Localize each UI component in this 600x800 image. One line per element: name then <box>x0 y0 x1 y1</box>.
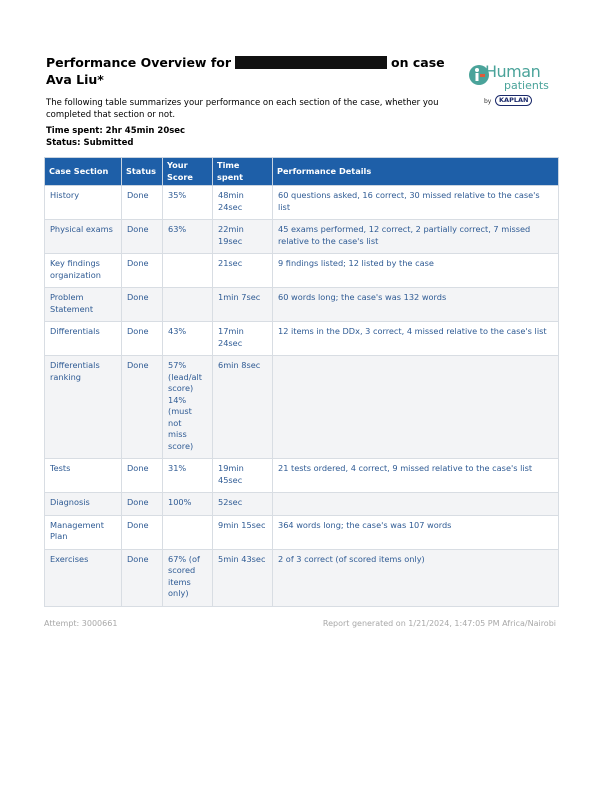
cell-section: Key findings organization <box>45 254 122 288</box>
attempt-id: Attempt: 3000661 <box>44 619 118 628</box>
table-row <box>45 459 559 493</box>
cell-section: Problem Statement <box>45 288 122 322</box>
cell-score: 31% <box>163 459 213 493</box>
cell-score <box>163 288 213 322</box>
cell-time: 52sec <box>213 493 273 516</box>
cell-status: Done <box>122 254 163 288</box>
cell-details: 364 words long; the case's was 107 words <box>273 515 559 549</box>
cell-status: Done <box>122 493 163 516</box>
table-row <box>45 186 559 220</box>
logo-brand-word: Human <box>485 62 541 81</box>
cell-score: 57% (lead/alt score) 14% (must not miss score) <box>163 356 213 459</box>
column-header: Status <box>122 158 163 186</box>
cell-score <box>163 515 213 549</box>
cell-details <box>273 493 559 516</box>
cell-time: 22min 19sec <box>213 220 273 254</box>
cell-details: 9 findings listed; 12 listed by the case <box>273 254 559 288</box>
cell-time: 17min 24sec <box>213 322 273 356</box>
table-row <box>45 515 559 549</box>
cell-status: Done <box>122 220 163 254</box>
cell-details: 60 questions asked, 16 correct, 30 missed relative to the case's list <box>273 186 559 220</box>
report-meta <box>46 125 185 149</box>
cell-score: 67% (of scored items only) <box>163 549 213 606</box>
table-row <box>45 493 559 516</box>
table-row <box>45 356 559 459</box>
i-human-patients-logo <box>468 62 558 108</box>
column-header: Performance Details <box>273 158 559 186</box>
cell-time: 5min 43sec <box>213 549 273 606</box>
cell-status: Done <box>122 459 163 493</box>
cell-section: Differentials <box>45 322 122 356</box>
cell-details: 21 tests ordered, 4 correct, 9 missed relative to the case's list <box>273 459 559 493</box>
cell-time: 1min 7sec <box>213 288 273 322</box>
cell-time: 9min 15sec <box>213 515 273 549</box>
cell-status: Done <box>122 356 163 459</box>
cell-status: Done <box>122 549 163 606</box>
column-header: Your Score <box>163 158 213 186</box>
cell-section: Exercises <box>45 549 122 606</box>
table-row <box>45 254 559 288</box>
title-suffix: on case <box>391 55 445 70</box>
cell-status: Done <box>122 322 163 356</box>
cell-score: 100% <box>163 493 213 516</box>
logo-by: by <box>484 98 492 105</box>
page-title <box>46 54 446 88</box>
cell-section: Tests <box>45 459 122 493</box>
cell-section: History <box>45 186 122 220</box>
table-row <box>45 288 559 322</box>
time-spent: Time spent: 2hr 45min 20sec <box>46 126 186 136</box>
cell-details: 2 of 3 correct (of scored items only) <box>273 549 559 606</box>
cell-section: Diagnosis <box>45 493 122 516</box>
cell-score: 43% <box>163 322 213 356</box>
cell-score <box>163 254 213 288</box>
status-text: Status: Submitted <box>46 138 134 148</box>
cell-status: Done <box>122 515 163 549</box>
cell-section: Physical exams <box>45 220 122 254</box>
cell-time: 21sec <box>213 254 273 288</box>
cell-status: Done <box>122 288 163 322</box>
cell-status: Done <box>122 186 163 220</box>
cell-section: Differentials ranking <box>45 356 122 459</box>
cell-time: 6min 8sec <box>213 356 273 459</box>
table-row <box>45 322 559 356</box>
cell-details: 45 exams performed, 12 correct, 2 partially correct, 7 missed relative to the case's list <box>273 220 559 254</box>
cell-time: 48min 24sec <box>213 186 273 220</box>
performance-table <box>44 157 559 607</box>
intro-text: The following table summarizes your performance on each section of the case, whether you completed that section or not. <box>46 98 439 120</box>
table-row <box>45 549 559 606</box>
table-row <box>45 220 559 254</box>
table-header-row <box>45 158 559 186</box>
case-name: Ava Liu* <box>46 72 104 87</box>
cell-section: Management Plan <box>45 515 122 549</box>
cell-score: 63% <box>163 220 213 254</box>
logo-brand-sub: patients <box>504 79 549 92</box>
cell-details <box>273 356 559 459</box>
cell-time: 19min 45sec <box>213 459 273 493</box>
column-header: Time spent <box>213 158 273 186</box>
report-generated: Report generated on 1/21/2024, 1:47:05 PM Africa/Nairobi <box>322 619 556 628</box>
logo-company: KAPLAN <box>495 95 532 106</box>
cell-score: 35% <box>163 186 213 220</box>
cell-details: 60 words long; the case's was 132 words <box>273 288 559 322</box>
cell-details: 12 items in the DDx, 3 correct, 4 missed relative to the case's list <box>273 322 559 356</box>
redacted-name <box>235 56 387 69</box>
column-header: Case Section <box>45 158 122 186</box>
title-prefix: Performance Overview for <box>46 55 232 70</box>
